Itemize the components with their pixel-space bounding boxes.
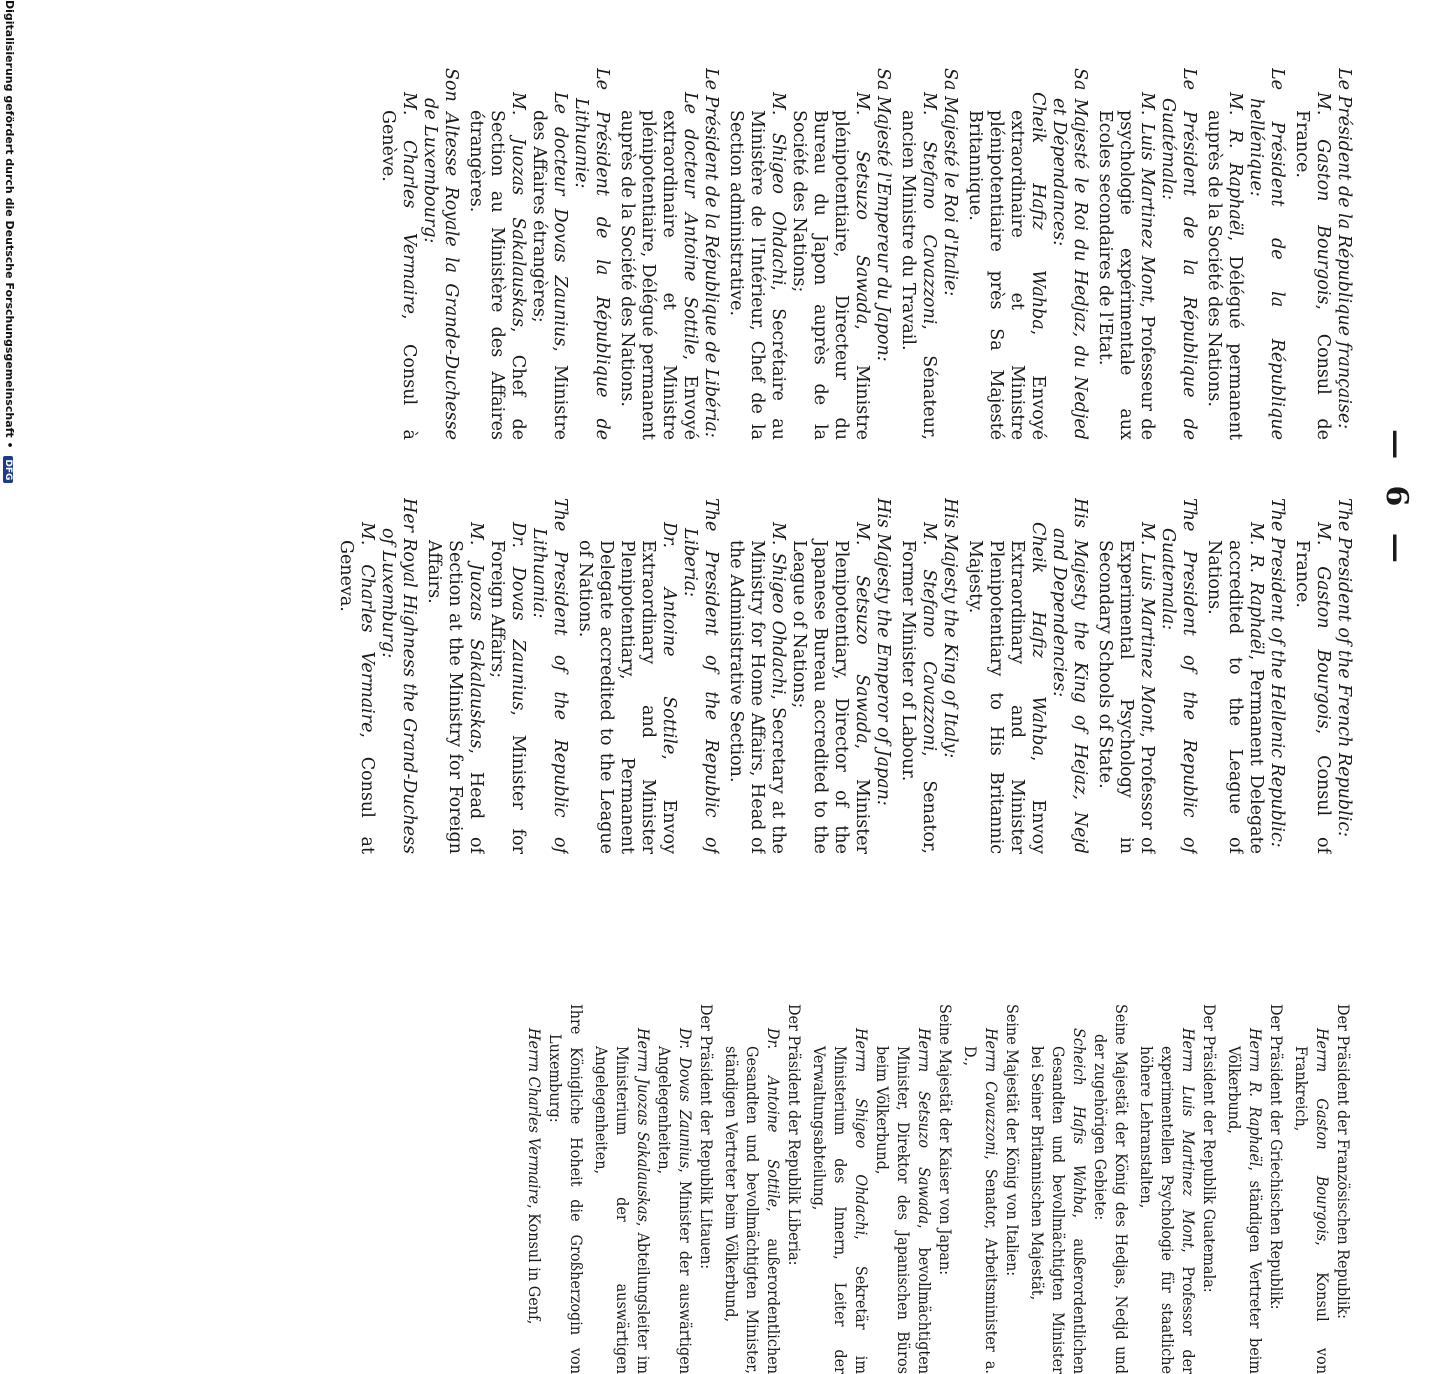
head-of-state: Ihre Königliche Hoheit die Großherzogin von Luxemburg:	[546, 1004, 586, 1374]
head-of-state: Son Altesse Royale la Grande-Duchesse de Luxembourg:	[420, 68, 461, 440]
signatory-entry	[1094, 498, 1199, 854]
signatory-entry	[721, 1004, 805, 1374]
plenipotentiary	[788, 68, 872, 440]
delegate-name: M. Charles Vermaire	[399, 92, 419, 314]
delegate-title: , Consul of France.	[1292, 540, 1333, 854]
plenipotentiary	[528, 68, 570, 440]
dfg-logo: DFG	[3, 456, 13, 483]
delegate-name: Le docteur Antoine Sottile	[680, 92, 700, 355]
delegate-name: Dr. Dovas Zaunius	[508, 522, 528, 711]
signatory-entry	[1136, 1004, 1220, 1374]
plenipotentiary	[964, 68, 1048, 440]
signatory-entry	[725, 68, 893, 440]
delegate-title: , Envoyé extraordinaire et Ministre plénipotentiaire près Sa Majesté Britannique.	[965, 110, 1048, 440]
head-of-state: His Majesty the King of Italy:	[940, 498, 960, 759]
delegate-title: , außerordentlichen Gesandten und bevollmächtigten Minister bei Seiner Britannischen Majestät,	[1028, 1046, 1089, 1374]
plenipotentiary	[1291, 498, 1333, 854]
head-of-state: Le Président de la République française:	[1334, 68, 1354, 430]
delegate-name: Cheik Hafiz Wahba	[1028, 92, 1048, 330]
delegate-title: , Sekretär im Ministerium des Innern, Leiter der Verwaltungsabteilung,	[810, 1046, 871, 1374]
head-of-state: The President of the Republic of Lithuania:	[529, 498, 570, 854]
german-column	[250, 1004, 1354, 1374]
delegate-title: , Senator, Former Minister of Labour.	[898, 540, 939, 854]
signatory-entry	[616, 68, 721, 440]
delegate-title: , Minister for Foreign Affairs;	[487, 540, 528, 854]
delegate-title: , außerordentlichen Gesandten und bevollmächtigten Minister, ständigen Vertreter beim Völkerbund,	[722, 1046, 783, 1374]
delegate-title: , Envoyé extraordinaire et Ministre plénipotentiaire, Délégué permanent auprès de la Société des Nations.	[617, 110, 700, 440]
head-of-state: Der Präsident der Griechischen Republik:	[1267, 1004, 1286, 1310]
plenipotentiary	[964, 498, 1048, 854]
delegate-name: M. Shigeo Ohdachi	[768, 92, 788, 286]
plenipotentiary	[788, 498, 872, 854]
signatory-entry	[377, 68, 461, 440]
plenipotentiary	[725, 498, 788, 854]
signatory-entry	[465, 68, 612, 440]
plenipotentiary	[725, 68, 788, 440]
head-of-state: Le Président de la République de Guatémala:	[1158, 68, 1199, 440]
delegate-name: Herrn R. Raphaël	[1246, 1028, 1265, 1167]
plenipotentiary	[1291, 1004, 1333, 1374]
signatory-entry	[725, 498, 893, 854]
plenipotentiary	[465, 68, 528, 440]
signatory-entry	[1291, 498, 1354, 854]
delegate-title: , ständigen Vertreter beim Völkerbund,	[1225, 1046, 1265, 1374]
plenipotentiary	[960, 1004, 1002, 1374]
digitization-footer	[3, 0, 16, 1000]
head-of-state: Der Präsident der Französischen Republik:	[1334, 1004, 1353, 1320]
plenipotentiary	[1224, 1004, 1266, 1374]
delegate-name: M. R. Raphaël	[1246, 522, 1266, 655]
plenipotentiary	[1203, 68, 1245, 440]
signatory-entry	[1291, 1004, 1354, 1374]
head-of-state: Le Président de la République de Libéria:	[701, 68, 721, 438]
signatory-entry	[1203, 68, 1287, 440]
signatory-entry	[809, 1004, 956, 1374]
delegate-name: Dr. Antoine Sottile	[764, 1028, 783, 1208]
delegate-name: M. Shigeo Ohdachi	[768, 522, 788, 695]
delegate-title: , Ministre des Affaires étrangères;	[529, 110, 570, 440]
signatory-entry	[423, 498, 570, 854]
head-of-state: The President of the French Republic:	[1334, 498, 1354, 838]
delegate-title: , Konsul von Frankreich,	[1292, 1046, 1332, 1374]
signatory-entry	[1291, 68, 1354, 440]
signatory-entry	[1027, 1004, 1132, 1374]
head-of-state: Seine Majestät der König des Hedjas, Nedjd und der zugehörigen Gebiete:	[1091, 1004, 1131, 1374]
delegate-title: , Professor der experimentellen Psychologie für staatliche höhere Lehranstalten,	[1137, 1046, 1198, 1374]
delegate-title: , Professor of Experimental Psychology in Secondary Schools of State.	[1095, 540, 1157, 854]
delegate-title: , Envoy Extraordinary and Minister Plenipotentiary to His Britannic Majesty.	[965, 540, 1048, 854]
plenipotentiary	[1094, 498, 1157, 854]
signatory-entry	[960, 1004, 1023, 1374]
delegate-title: , Chef de Section au Ministère des Affaires étrangères.	[466, 110, 528, 440]
plenipotentiary	[809, 1004, 872, 1374]
plenipotentiary	[1027, 1004, 1090, 1374]
delegate-name: Scheich Hafis Wahba	[1070, 1028, 1089, 1214]
delegate-name: M. Luis Martinez Mont	[1137, 522, 1157, 733]
plenipotentiary	[574, 498, 679, 854]
signatory-entry	[1224, 1004, 1287, 1374]
plenipotentiary	[423, 498, 486, 854]
plenipotentiary	[616, 68, 700, 440]
plenipotentiary	[721, 1004, 784, 1374]
delegate-name: Herrn Luis Martinez Mont	[1179, 1028, 1198, 1249]
head-of-state: The President of the Republic of Guatemala:	[1158, 498, 1199, 854]
plenipotentiary	[897, 68, 939, 440]
delegate-name: M. Stefano Cavazzoni	[919, 522, 939, 752]
delegate-title: , Consul de France.	[1292, 110, 1333, 440]
plenipotentiary	[872, 1004, 935, 1374]
delegate-name: Dr. Antoine Sottile	[659, 522, 679, 755]
french-column	[250, 68, 1354, 440]
delegate-name: Herrn Juozas Sakalauskas	[634, 1028, 653, 1222]
delegate-title: , Secrétaire au Ministère de l'Intérieur, Chef de la Section administrative.	[726, 110, 788, 440]
delegate-title: , Head of Section at the Ministry for Foreign Affairs.	[424, 540, 486, 854]
plenipotentiary	[335, 498, 377, 854]
signatory-entry	[335, 498, 419, 854]
head-of-state: Der Präsident der Republik Litauen:	[697, 1004, 716, 1270]
signatory-entry	[524, 1004, 587, 1374]
delegate-name: M. Juozas Sakalauskas	[466, 522, 486, 749]
head-of-state: Le Président de la République hellénique:	[1246, 68, 1287, 440]
footer-text: Digitalisierung gefördert durch die Deutsche Forschungsgemeinschaft •	[3, 0, 16, 449]
head-of-state: His Majesty the King of Hejaz, Nejd and Dependencies:	[1049, 498, 1090, 854]
plenipotentiary	[1291, 68, 1333, 440]
signatory-entry	[574, 498, 721, 854]
delegate-name: M. Gaston Bourgois	[1313, 522, 1333, 729]
delegate-title: , Sénateur, ancien Ministre du Travail.	[898, 110, 939, 440]
delegate-name: M. Charles Vermaire	[357, 522, 377, 733]
delegate-name: M. Juozas Sakalauskas	[508, 92, 528, 328]
head-of-state: Der Präsident der Republik Guatemala:	[1200, 1004, 1219, 1293]
plenipotentiary	[591, 1004, 654, 1374]
delegate-name: M. Luis Martinez Mont	[1137, 92, 1157, 303]
signatory-entry	[897, 68, 960, 440]
signatory-entry	[1203, 498, 1287, 854]
head-of-state: Her Royal Highness the Grand-Duchess of Luxemburg:	[378, 498, 419, 854]
delegate-name: M. R. Raphaël	[1225, 92, 1245, 236]
signatory-entry	[964, 498, 1090, 854]
delegate-title: , Konsul in Genf,	[525, 1204, 544, 1325]
delegate-name: M. Setsuzo Sawada	[852, 522, 872, 744]
delegate-name: M. Stefano Cavazzoni	[919, 92, 939, 325]
delegate-title: , Ministre plénipotentiaire, Directeur du Bureau du Japon auprès de la Société des Nations;	[789, 110, 872, 440]
head-of-state: His Majesty the Emperor of Japan:	[873, 498, 893, 806]
delegate-title: , Abteilungsleiter im Ministerium der auswärtigen Angelegenheiten,	[592, 1046, 653, 1374]
plenipotentiary	[897, 498, 939, 854]
delegate-title: , Délégué permanent auprès de la Société des Nations.	[1204, 110, 1245, 440]
plenipotentiary	[1094, 68, 1157, 440]
delegate-name: Dr. Dovas Zaunius	[676, 1028, 695, 1169]
english-column	[250, 498, 1354, 854]
delegate-name: Le docteur Dovas Zaunius	[550, 92, 570, 347]
plenipotentiary	[486, 498, 528, 854]
delegate-title: , Professeur de psychologie expérimentale aux Ecoles secondaires de l'Etat.	[1095, 110, 1157, 440]
delegate-name: Cheik Hafiz Wahba	[1028, 522, 1048, 756]
plenipotentiary	[1203, 498, 1266, 854]
signatory-entry	[964, 68, 1090, 440]
head-of-state: Sa Majesté l'Empereur du Japon:	[873, 68, 893, 362]
delegate-name: M. Setsuzo Sawada	[852, 92, 872, 325]
delegate-name: Herrn Setsuzo Sawada	[915, 1028, 934, 1225]
head-of-state: Le Président de la République de Lithuanie:	[571, 68, 612, 440]
delegate-title: , Senator, Arbeitsminister a. D.,	[961, 1046, 1001, 1374]
delegate-name: M. Gaston Bourgois	[1313, 92, 1333, 305]
head-of-state: Sa Majesté le Roi du Hedjaz, du Nedjed et Dépendances:	[1049, 68, 1090, 440]
delegate-title: , Minister der auswärtigen Angelegenheiten,	[655, 1046, 695, 1374]
plenipotentiary	[654, 1004, 696, 1374]
plenipotentiary	[1136, 1004, 1199, 1374]
delegate-name: Herrn Charles Vermaire	[525, 1028, 544, 1205]
delegate-title: , Consul at Geneva.	[336, 540, 377, 854]
head-of-state: Seine Majestät der König von Italien:	[1003, 1004, 1022, 1277]
delegate-title: , Consul à Genève.	[378, 110, 419, 440]
delegate-title: , bevollmächtigten Minister, Direktor des Japanischen Büros beim Völkerbund,	[873, 1046, 934, 1374]
delegate-name: Herrn Shigeo Ohdachi	[852, 1028, 871, 1236]
head-of-state: Sa Majesté le Roi d'Italie:	[940, 68, 960, 297]
delegate-name: Herrn Cavazzoni	[982, 1028, 1001, 1156]
delegate-title: , Minister Plenipotentiary, Director of the Japanese Bureau accredited to the League of Nations;	[789, 540, 872, 854]
signatory-entry	[1094, 68, 1199, 440]
delegate-name: Herrn Gaston Bourgois	[1313, 1028, 1332, 1242]
head-of-state: Der Präsident der Republik Liberia:	[785, 1004, 804, 1266]
plenipotentiary	[377, 68, 419, 440]
page-number: — 6 —	[1379, 429, 1414, 571]
signatory-entry	[591, 1004, 717, 1374]
head-of-state: The President of the Republic of Liberia:	[680, 498, 721, 854]
head-of-state: The President of the Hellenic Republic:	[1267, 498, 1287, 848]
delegate-title: , Secretary at the Ministry for Home Affairs, Head of the Administrative Section.	[726, 540, 788, 854]
delegate-title: , Envoy Extraordinary and Minister Plenipotentiary, Permanent Delegate accredited to the League of Nations.	[575, 540, 679, 854]
delegate-title: , Permanent Delegate accredited to the League of Nations.	[1204, 540, 1266, 854]
head-of-state: Seine Majestät der Kaiser von Japan:	[936, 1004, 955, 1276]
plenipotentiary	[524, 1004, 545, 1374]
signatory-entry	[897, 498, 960, 854]
